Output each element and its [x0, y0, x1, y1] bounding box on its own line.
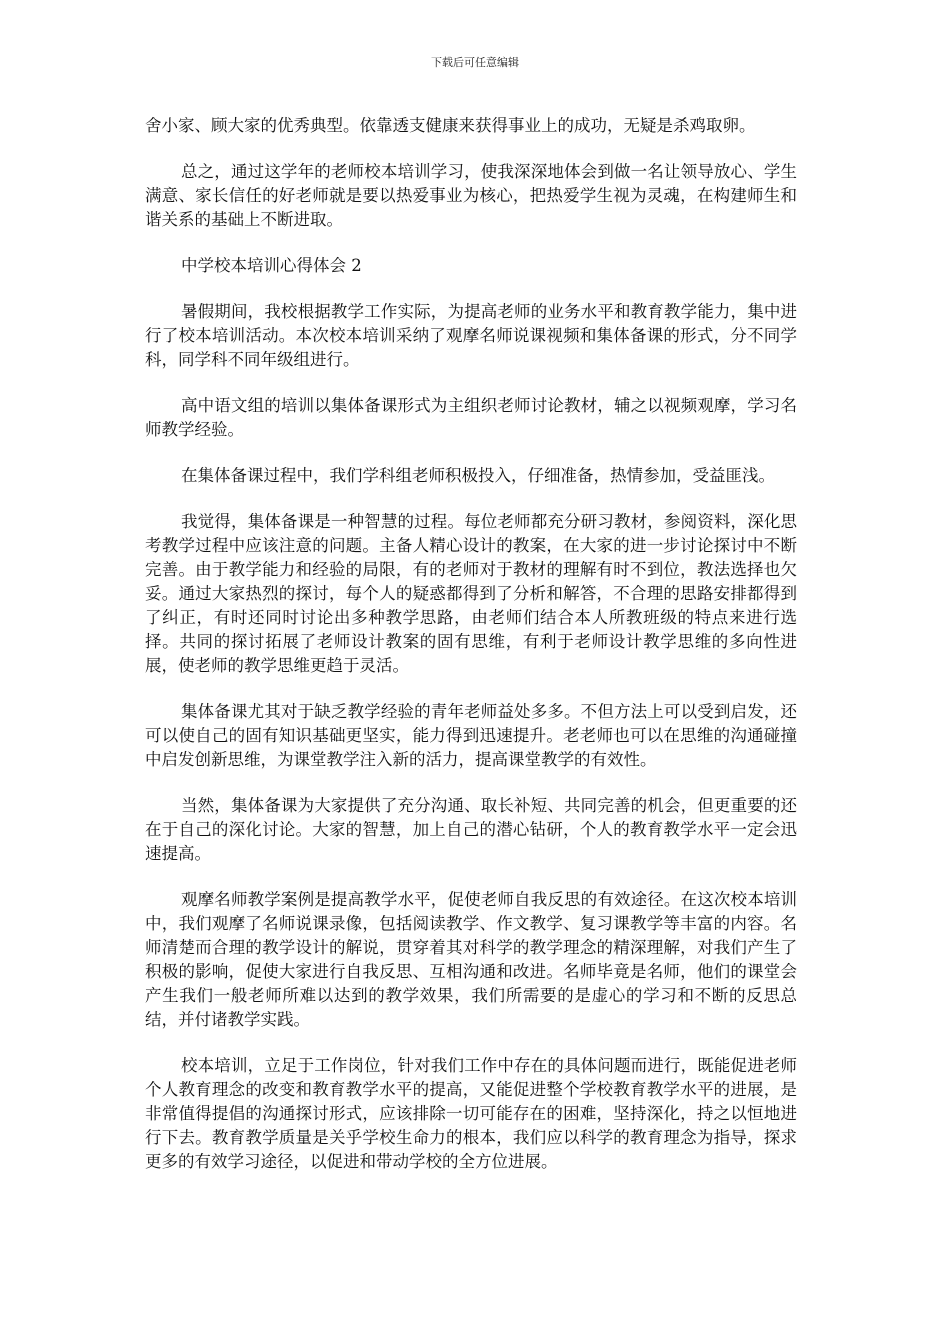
paragraph: 观摩名师教学案例是提高教学水平，促使老师自我反思的有效途径。在这次校本培训中，我们观摩了名师说课录像，包括阅读教学、作文教学、复习课教学等丰富的内容。名师清楚而合理的教学设计的解说，贯穿着其对科学的教学理念的精深理解，对我们产生了积极的影响，促使大家进行自我反思、互相沟通和改进。名师毕竟是名师，他们的课堂会产生我们一般老师所难以达到的教学效果，我们所需要的是虚心的学习和不断的反思总结，并付诸教学实践。 — [145, 890, 797, 1029]
paragraph-continuation: 舍小家、顾大家的优秀典型。依靠透支健康来获得事业上的成功，无疑是杀鸡取卵。 — [145, 116, 756, 135]
page-header: 下载后可任意编辑 — [431, 56, 519, 69]
paragraph-summary: 总之，通过这学年的老师校本培训学习，使我深深地体会到做一名让领导放心、学生满意、家长信任的好老师就是要以热爱事业为核心，把热爱学生视为灵魂，在构建师生和谐关系的基础上不断进取。 — [145, 162, 797, 229]
document-body — [145, 114, 797, 1196]
paragraph: 校本培训，立足于工作岗位，针对我们工作中存在的具体问题而进行，既能促进老师个人教育理念的改变和教育教学水平的提高，又能促进整个学校教育教学水平的进展，是非常值得提倡的沟通探讨形式，应该排除一切可能存在的困难，坚持深化，持之以恒地进行下去。教育教学质量是关乎学校生命力的根本，我们应以科学的教育理念为指导，探求更多的有效学习途径，以促进和带动学校的全方位进展。 — [145, 1056, 797, 1171]
paragraph: 高中语文组的培训以集体备课形式为主组织老师讨论教材，辅之以视频观摩，学习名师教学经验。 — [145, 396, 797, 439]
section-heading: 中学校本培训心得体会 2 — [181, 256, 362, 275]
paragraph: 暑假期间，我校根据教学工作实际，为提高老师的业务水平和教育教学能力，集中进行了校本培训活动。本次校本培训采纳了观摩名师说课视频和集体备课的形式，分不同学科，同学科不同年级组进行。 — [145, 302, 797, 369]
paragraph: 在集体备课过程中，我们学科组老师积极投入，仔细准备，热情参加，受益匪浅。 — [181, 466, 775, 485]
paragraph: 当然，集体备课为大家提供了充分沟通、取长补短、共同完善的机会，但更重要的还在于自己的深化讨论。大家的智慧，加上自己的潜心钻研，个人的教育教学水平一定会迅速提高。 — [145, 796, 797, 863]
paragraph: 我觉得，集体备课是一种智慧的过程。每位老师都充分研习教材，参阅资料，深化思考教学过程中应该注意的问题。主备人精心设计的教案，在大家的进一步讨论探讨中不断完善。由于教学能力和经验的局限，有的老师对于教材的理解有时不到位，教法选择也欠妥。通过大家热烈的探讨，每个人的疑惑都得到了分析和解答，不合理的思路安排都得到了纠正，有时还同时讨论出多种教学思路，由老师们结合本人所教班级的特点来进行选择。共同的探讨拓展了老师设计教案的固有思维，有利于老师设计教学思维的多向性进展，使老师的教学思维更趋于灵活。 — [145, 512, 797, 675]
paragraph: 集体备课尤其对于缺乏教学经验的青年老师益处多多。不但方法上可以受到启发，还可以使自己的固有知识基础更坚实，能力得到迅速提升。老老师也可以在思维的沟通碰撞中启发创新思维，为课堂教学注入新的活力，提高课堂教学的有效性。 — [145, 702, 797, 769]
